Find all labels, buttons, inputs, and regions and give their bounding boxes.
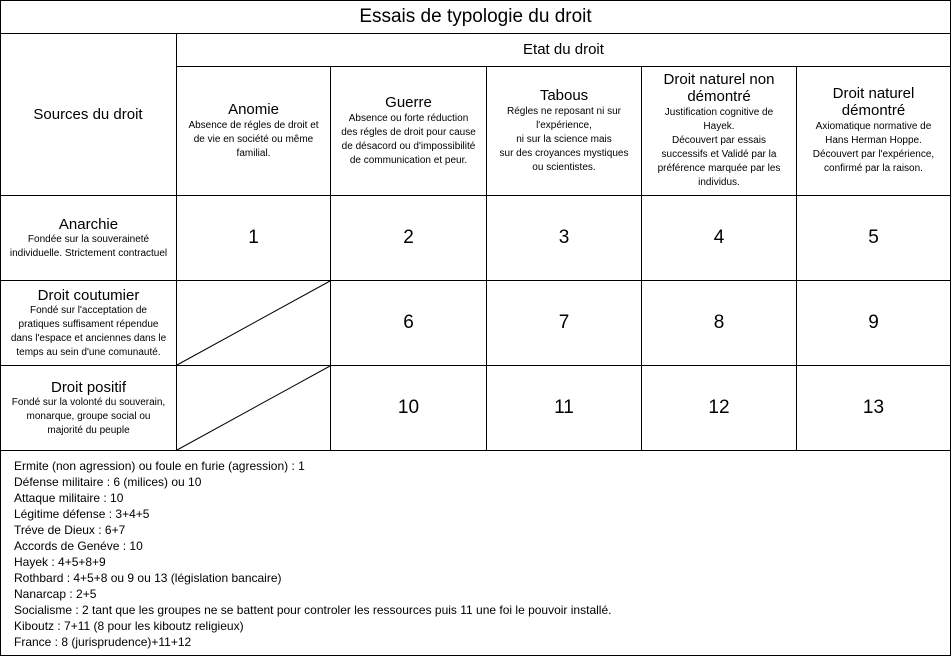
column-description (813, 120, 934, 176)
row-title: Droit positif (50, 379, 127, 396)
column-header-tabous (487, 66, 641, 195)
desc-line: pratiques suffisament répendue (18, 318, 159, 330)
desc-line: Découvert par essais (672, 135, 766, 146)
desc-line: ou scientistes. (532, 162, 596, 173)
cell-number: 4 (713, 227, 725, 248)
column-header-droit-naturel-non-demontre (642, 66, 796, 195)
desc-line: de vie en société ou même (193, 133, 314, 145)
row-header-droit-positif (1, 366, 176, 450)
desc-line: Absence de régles de droit et (188, 119, 319, 131)
border-line (0, 450, 951, 451)
note-line: Rothbard : 4+5+8 ou 9 ou 13 (législation bancaire) (14, 571, 282, 585)
row-description (12, 396, 165, 438)
desc-line: familial. (236, 147, 271, 159)
cell-number: 6 (403, 312, 414, 333)
note-line: Attaque militaire : 10 (14, 491, 124, 505)
desc-line: de désacord ou d'impossibilité (341, 140, 476, 152)
desc-line: individus. (698, 177, 740, 188)
desc-line: majorité du peuple (47, 425, 130, 436)
desc-line: temps au sein d'une comunauté. (16, 346, 161, 358)
row-title: Anarchie (58, 215, 119, 233)
title-line: Droit naturel non (663, 71, 775, 88)
notes-list (14, 458, 611, 650)
note-line: Accords de Genéve : 10 (14, 539, 143, 553)
note-line: Défense militaire : 6 (milices) ou 10 (14, 475, 202, 489)
column-header-guerre (331, 66, 486, 195)
desc-line: individuelle. Strictement contractuel (9, 247, 168, 259)
column-title (664, 71, 775, 105)
note-line: Nanarcap : 2+5 (14, 587, 97, 601)
desc-line: Axiomatique normative de (815, 121, 932, 132)
cell-number: 2 (403, 227, 414, 248)
row-group-header: Sources du droit (33, 105, 143, 123)
desc-line: des régles de droit pour cause (341, 126, 476, 138)
cell-number: 10 (397, 397, 420, 418)
column-title: Guerre (385, 93, 432, 111)
title-line: démontré (687, 88, 751, 105)
row-description (11, 304, 166, 360)
column-title: Anomie (228, 100, 279, 118)
row-header-anarchie (1, 196, 176, 280)
desc-line: Hayek. (703, 121, 735, 132)
row-header-droit-coutumier (1, 281, 176, 365)
desc-line: Régles ne reposant ni sur (507, 106, 621, 117)
column-group-header: Etat du droit (523, 41, 604, 58)
desc-line: successifs et Validé par la (661, 149, 777, 160)
cell-number: 3 (558, 227, 570, 248)
desc-line: confirmé par la raison. (824, 163, 923, 174)
cell-number: 5 (868, 227, 879, 248)
row-description (10, 233, 167, 261)
crossed-out-cell (176, 365, 331, 451)
crossed-out-cell (176, 280, 331, 366)
desc-line: Absence ou forte réduction (348, 112, 469, 124)
desc-line: Fondé sur la volonté du souverain, (11, 397, 166, 408)
note-line: Socialisme : 2 tant que les groupes ne se battent pour controler les ressources puis 11 une foi le pouvoir installé. (14, 603, 612, 617)
note-line: Tréve de Dieux : 6+7 (14, 523, 126, 537)
cell-number: 12 (708, 397, 730, 418)
desc-line: l'expérience, (536, 120, 592, 131)
note-line: Hayek : 4+5+8+9 (14, 555, 106, 569)
title-line: démontré (841, 102, 906, 119)
row-title: Droit coutumier (37, 286, 140, 304)
column-description (500, 105, 629, 175)
note-line: Légitime défense : 3+4+5 (14, 507, 150, 521)
desc-line: Justification cognitive de (664, 107, 774, 118)
cell-number: 8 (713, 312, 725, 333)
desc-line: dans l'espace et anciennes dans le (10, 332, 167, 344)
title-line: Droit naturel (832, 85, 915, 102)
column-header-anomie (177, 66, 330, 195)
cell-number: 7 (558, 312, 570, 333)
column-description (658, 106, 781, 190)
diagonal-line (177, 366, 330, 450)
cell-number: 13 (862, 397, 885, 418)
column-description (188, 119, 318, 161)
note-line: Ermite (non agression) ou foule en furie (agression) : 1 (14, 459, 305, 473)
note-line: Kiboutz : 7+11 (8 pour les kiboutz religieux) (14, 619, 244, 633)
cell-number: 9 (868, 312, 879, 333)
column-header-droit-naturel-demontre (797, 66, 950, 195)
desc-line: monarque, groupe social ou (26, 411, 151, 422)
table-title: Essais de typologie du droit (359, 5, 592, 27)
desc-line: Fondée sur la souveraineté (27, 233, 150, 245)
cell-number: 1 (248, 227, 259, 248)
desc-line: Fondé sur l'acceptation de (30, 304, 147, 316)
desc-line: de communication et peur. (349, 154, 468, 166)
diagonal-line (177, 281, 330, 365)
column-description (341, 112, 476, 168)
desc-line: préférence marquée par les (657, 163, 781, 174)
cell-number: 11 (554, 397, 574, 418)
column-title (833, 85, 915, 119)
desc-line: Hans Herman Hoppe. (825, 135, 922, 146)
desc-line: ni sur la science mais (516, 134, 612, 145)
desc-line: sur des croyances mystiques (499, 148, 629, 159)
column-title: Tabous (539, 87, 589, 104)
note-line: France : 8 (jurisprudence)+11+12 (14, 635, 192, 649)
desc-line: Découvert par l'expérience, (812, 149, 935, 160)
